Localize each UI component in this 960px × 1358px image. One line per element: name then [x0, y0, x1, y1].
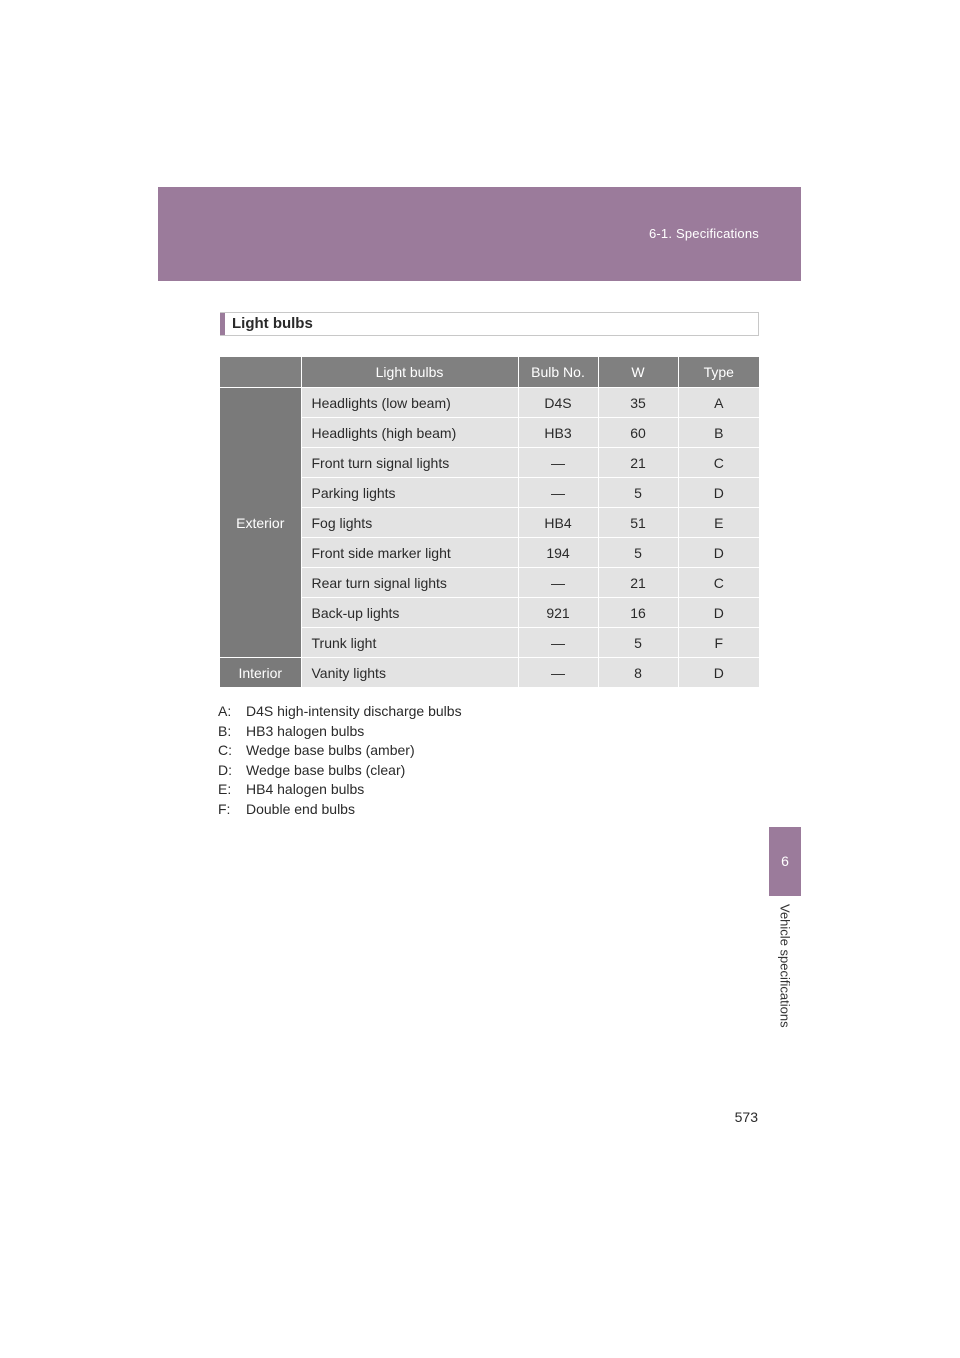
cell-watts: 16 — [598, 598, 678, 628]
table-row — [220, 448, 759, 478]
cell-light-name: Vanity lights — [301, 658, 518, 688]
bulb-type-legend — [218, 702, 462, 819]
table-row — [220, 658, 759, 688]
table-row — [220, 508, 759, 538]
legend-text: HB4 halogen bulbs — [246, 781, 365, 797]
cell-type: D — [678, 598, 759, 628]
legend-item — [218, 780, 462, 800]
legend-key: E: — [218, 781, 232, 797]
page-number: 573 — [734, 1109, 758, 1125]
legend-item — [218, 741, 462, 761]
legend-key: D: — [218, 761, 232, 778]
legend-text: Wedge base bulbs (clear) — [246, 761, 406, 778]
section-heading-accent-bar — [220, 313, 225, 335]
chapter-label: Vehicle specifications — [777, 904, 793, 1028]
section-title: Light bulbs — [232, 315, 313, 332]
header-section-title: 6-1. Specifications — [648, 226, 759, 241]
legend-item — [218, 702, 462, 722]
cell-type: E — [678, 508, 759, 538]
cell-watts: 21 — [598, 568, 678, 598]
cell-light-name: Front turn signal lights — [301, 448, 518, 478]
column-header-light-bulbs: Light bulbs — [301, 357, 518, 388]
legend-key: B: — [218, 722, 232, 739]
cell-light-name: Headlights (high beam) — [301, 418, 518, 448]
row-group-label: Interior — [220, 658, 301, 688]
cell-light-name: Fog lights — [301, 508, 518, 538]
cell-bulb-no: — — [518, 478, 598, 508]
legend-text: Double end bulbs — [246, 800, 355, 817]
table-body — [220, 388, 759, 688]
legend-text: HB3 halogen bulbs — [246, 722, 365, 739]
cell-bulb-no: HB3 — [518, 418, 598, 448]
cell-bulb-no: — — [518, 448, 598, 478]
cell-type: A — [678, 388, 759, 418]
legend-key: F: — [218, 800, 231, 817]
cell-watts: 35 — [598, 388, 678, 418]
cell-type: D — [678, 658, 759, 688]
cell-bulb-no: 921 — [518, 598, 598, 628]
legend-key: A: — [218, 703, 232, 719]
legend-item — [218, 722, 462, 742]
cell-bulb-no: — — [518, 658, 598, 688]
table-row — [220, 388, 759, 418]
cell-bulb-no: 194 — [518, 538, 598, 568]
cell-type: D — [678, 538, 759, 568]
chapter-tab[interactable]: 6 — [769, 827, 801, 896]
cell-watts: 5 — [598, 478, 678, 508]
cell-bulb-no: — — [518, 628, 598, 658]
cell-light-name: Trunk light — [301, 628, 518, 658]
cell-bulb-no: HB4 — [518, 508, 598, 538]
table-row — [220, 478, 759, 508]
cell-light-name: Back-up lights — [301, 598, 518, 628]
legend-item — [218, 761, 462, 781]
cell-watts: 5 — [598, 538, 678, 568]
table-row — [220, 568, 759, 598]
header-band — [158, 187, 801, 281]
cell-light-name: Rear turn signal lights — [301, 568, 518, 598]
legend-key: C: — [218, 742, 232, 758]
cell-watts: 8 — [598, 658, 678, 688]
cell-type: D — [678, 478, 759, 508]
table-row — [220, 598, 759, 628]
cell-watts: 5 — [598, 628, 678, 658]
section-heading — [220, 312, 759, 336]
table-row — [220, 538, 759, 568]
cell-light-name: Headlights (low beam) — [301, 388, 518, 418]
cell-watts: 51 — [598, 508, 678, 538]
light-bulbs-table — [220, 357, 759, 688]
cell-type: F — [678, 628, 759, 658]
table-row — [220, 628, 759, 658]
legend-text: D4S high-intensity discharge bulbs — [246, 703, 462, 719]
column-header-watts: W — [598, 357, 678, 388]
cell-type: C — [678, 568, 759, 598]
legend-item — [218, 800, 462, 820]
table-row — [220, 418, 759, 448]
legend-text: Wedge base bulbs (amber) — [246, 742, 415, 758]
cell-watts: 21 — [598, 448, 678, 478]
cell-bulb-no: D4S — [518, 388, 598, 418]
column-header-group — [220, 357, 301, 388]
column-header-type: Type — [678, 357, 759, 388]
cell-light-name: Front side marker light — [301, 538, 518, 568]
row-group-label: Exterior — [220, 388, 301, 658]
cell-bulb-no: — — [518, 568, 598, 598]
column-header-bulb-no: Bulb No. — [518, 357, 598, 388]
cell-watts: 60 — [598, 418, 678, 448]
cell-light-name: Parking lights — [301, 478, 518, 508]
table-header-row — [220, 357, 759, 388]
cell-type: C — [678, 448, 759, 478]
cell-type: B — [678, 418, 759, 448]
